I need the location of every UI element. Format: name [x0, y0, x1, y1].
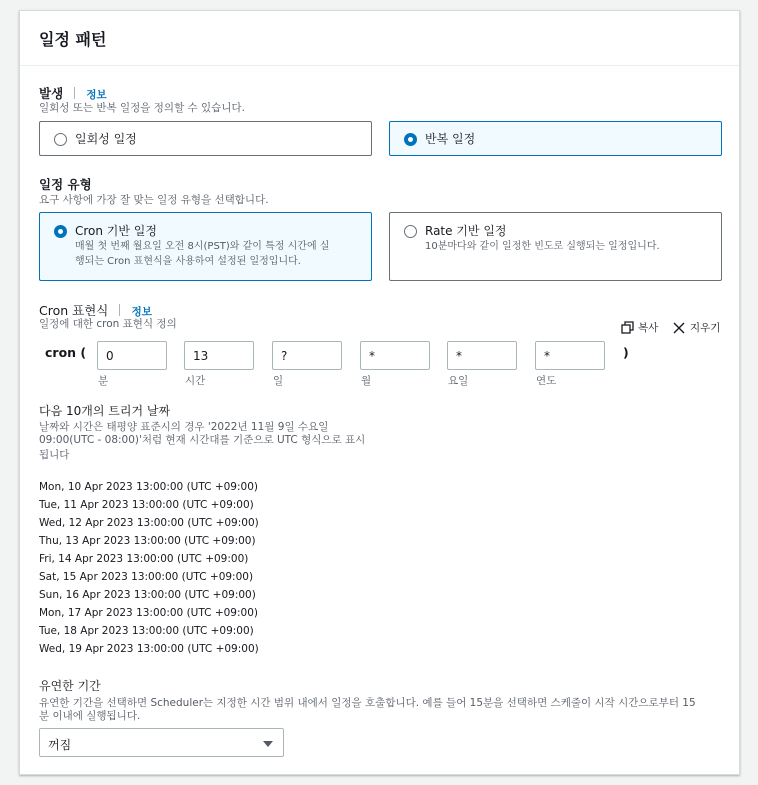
panel-header — [20, 11, 739, 66]
one-time-schedule-option[interactable] — [39, 121, 372, 156]
cron-option-desc-2: 행되는 Cron 표현식을 사용하여 설정된 일정입니다. — [75, 256, 301, 267]
cron-month-caption: 월 — [361, 375, 372, 387]
copy-button[interactable] — [621, 320, 658, 335]
flex-window-select[interactable] — [39, 728, 284, 757]
trigger-date-item: Mon, 10 Apr 2023 13:00:00 (UTC +09:00) — [39, 481, 258, 493]
flex-window-label: 유연한 기간 — [39, 679, 101, 693]
recurring-radio[interactable] — [404, 133, 417, 146]
cron-minutes-caption: 분 — [98, 375, 109, 387]
close-icon — [673, 322, 685, 334]
trigger-desc-3: 됩니다 — [39, 449, 70, 461]
occurrence-info-link[interactable]: 정보 — [86, 89, 107, 101]
schedule-type-label: 일정 유형 — [39, 177, 92, 192]
cron-expression-label: Cron 표현식 — [39, 303, 109, 318]
cron-option-desc-1: 매월 첫 번째 월요일 오전 8시(PST)와 같이 특정 시간에 실 — [75, 241, 330, 252]
trigger-dates-title: 다음 10개의 트리거 날짜 — [39, 404, 171, 418]
cron-year-caption: 연도 — [536, 375, 557, 387]
trigger-date-item: Thu, 13 Apr 2023 13:00:00 (UTC +09:00) — [39, 535, 256, 547]
cron-year-input[interactable]: * — [535, 341, 605, 370]
copy-icon — [621, 321, 634, 334]
cron-day-of-month-input[interactable]: ? — [272, 341, 342, 370]
recurring-label: 반복 일정 — [425, 132, 476, 146]
cron-day-of-month-caption: 일 — [273, 375, 284, 387]
rate-option-label: Rate 기반 일정 — [425, 224, 507, 238]
trigger-desc-2: 09:00(UTC - 08:00)'처럼 현재 시간대를 기준으로 UTC 형식으로 표시 — [39, 434, 366, 446]
clear-label: 지우기 — [690, 322, 721, 334]
copy-label: 복사 — [638, 322, 659, 334]
cron-schedule-option[interactable] — [39, 212, 372, 281]
trigger-date-item: Tue, 18 Apr 2023 13:00:00 (UTC +09:00) — [39, 625, 254, 637]
cron-description: 일정에 대한 cron 표현식 정의 — [39, 318, 177, 330]
cron-radio[interactable] — [54, 225, 67, 238]
trigger-date-item: Wed, 19 Apr 2023 13:00:00 (UTC +09:00) — [39, 643, 259, 655]
occurrence-label: 발생 — [39, 86, 64, 101]
trigger-date-item: Tue, 11 Apr 2023 13:00:00 (UTC +09:00) — [39, 499, 254, 511]
trigger-date-item: Wed, 12 Apr 2023 13:00:00 (UTC +09:00) — [39, 517, 259, 529]
recurring-schedule-option[interactable] — [389, 121, 722, 156]
occurrence-description: 일회성 또는 반복 일정을 정의할 수 있습니다. — [39, 102, 245, 114]
cron-prefix: cron ( — [45, 345, 87, 360]
cron-info-link[interactable]: 정보 — [131, 306, 152, 318]
cron-option-label: Cron 기반 일정 — [75, 224, 157, 238]
cron-day-of-week-caption: 요일 — [448, 375, 469, 387]
rate-schedule-option[interactable] — [389, 212, 722, 281]
rate-option-desc: 10분마다와 같이 일정한 빈도로 실행되는 일정입니다. — [425, 241, 660, 252]
divider — [119, 304, 120, 316]
cron-hours-caption: 시간 — [185, 375, 206, 387]
cron-suffix: ) — [623, 345, 629, 360]
cron-minutes-input[interactable]: 0 — [97, 341, 167, 370]
schedule-type-description: 요구 사항에 가장 잘 맞는 일정 유형을 선택합니다. — [39, 194, 269, 206]
flex-window-selected-value: 꺼짐 — [48, 738, 72, 752]
panel-title: 일정 패턴 — [39, 30, 107, 49]
flex-window-desc-2: 분 이내에 실행됩니다. — [39, 710, 141, 722]
flex-window-desc-1: 유연한 기간을 선택하면 Scheduler는 지정한 시간 범위 내에서 일정을 호출합니다. 예를 들어 15분을 선택하면 스케줄이 시작 시간으로부터 15 — [39, 697, 696, 709]
cron-hours-input[interactable]: 13 — [184, 341, 254, 370]
one-time-radio[interactable] — [54, 133, 67, 146]
schedule-pattern-panel — [19, 10, 740, 775]
trigger-date-item: Sun, 16 Apr 2023 13:00:00 (UTC +09:00) — [39, 589, 256, 601]
trigger-date-item: Mon, 17 Apr 2023 13:00:00 (UTC +09:00) — [39, 607, 258, 619]
one-time-label: 일회성 일정 — [75, 132, 137, 146]
cron-day-of-week-input[interactable]: * — [447, 341, 517, 370]
trigger-desc-1: 날짜와 시간은 태평양 표준시의 경우 '2022년 11월 9일 수요일 — [39, 421, 329, 433]
caret-down-icon — [263, 741, 273, 747]
clear-button[interactable] — [673, 320, 720, 335]
divider — [74, 87, 75, 99]
rate-radio[interactable] — [404, 225, 417, 238]
trigger-date-item: Sat, 15 Apr 2023 13:00:00 (UTC +09:00) — [39, 571, 254, 583]
cron-month-input[interactable]: * — [360, 341, 430, 370]
trigger-date-item: Fri, 14 Apr 2023 13:00:00 (UTC +09:00) — [39, 553, 249, 565]
